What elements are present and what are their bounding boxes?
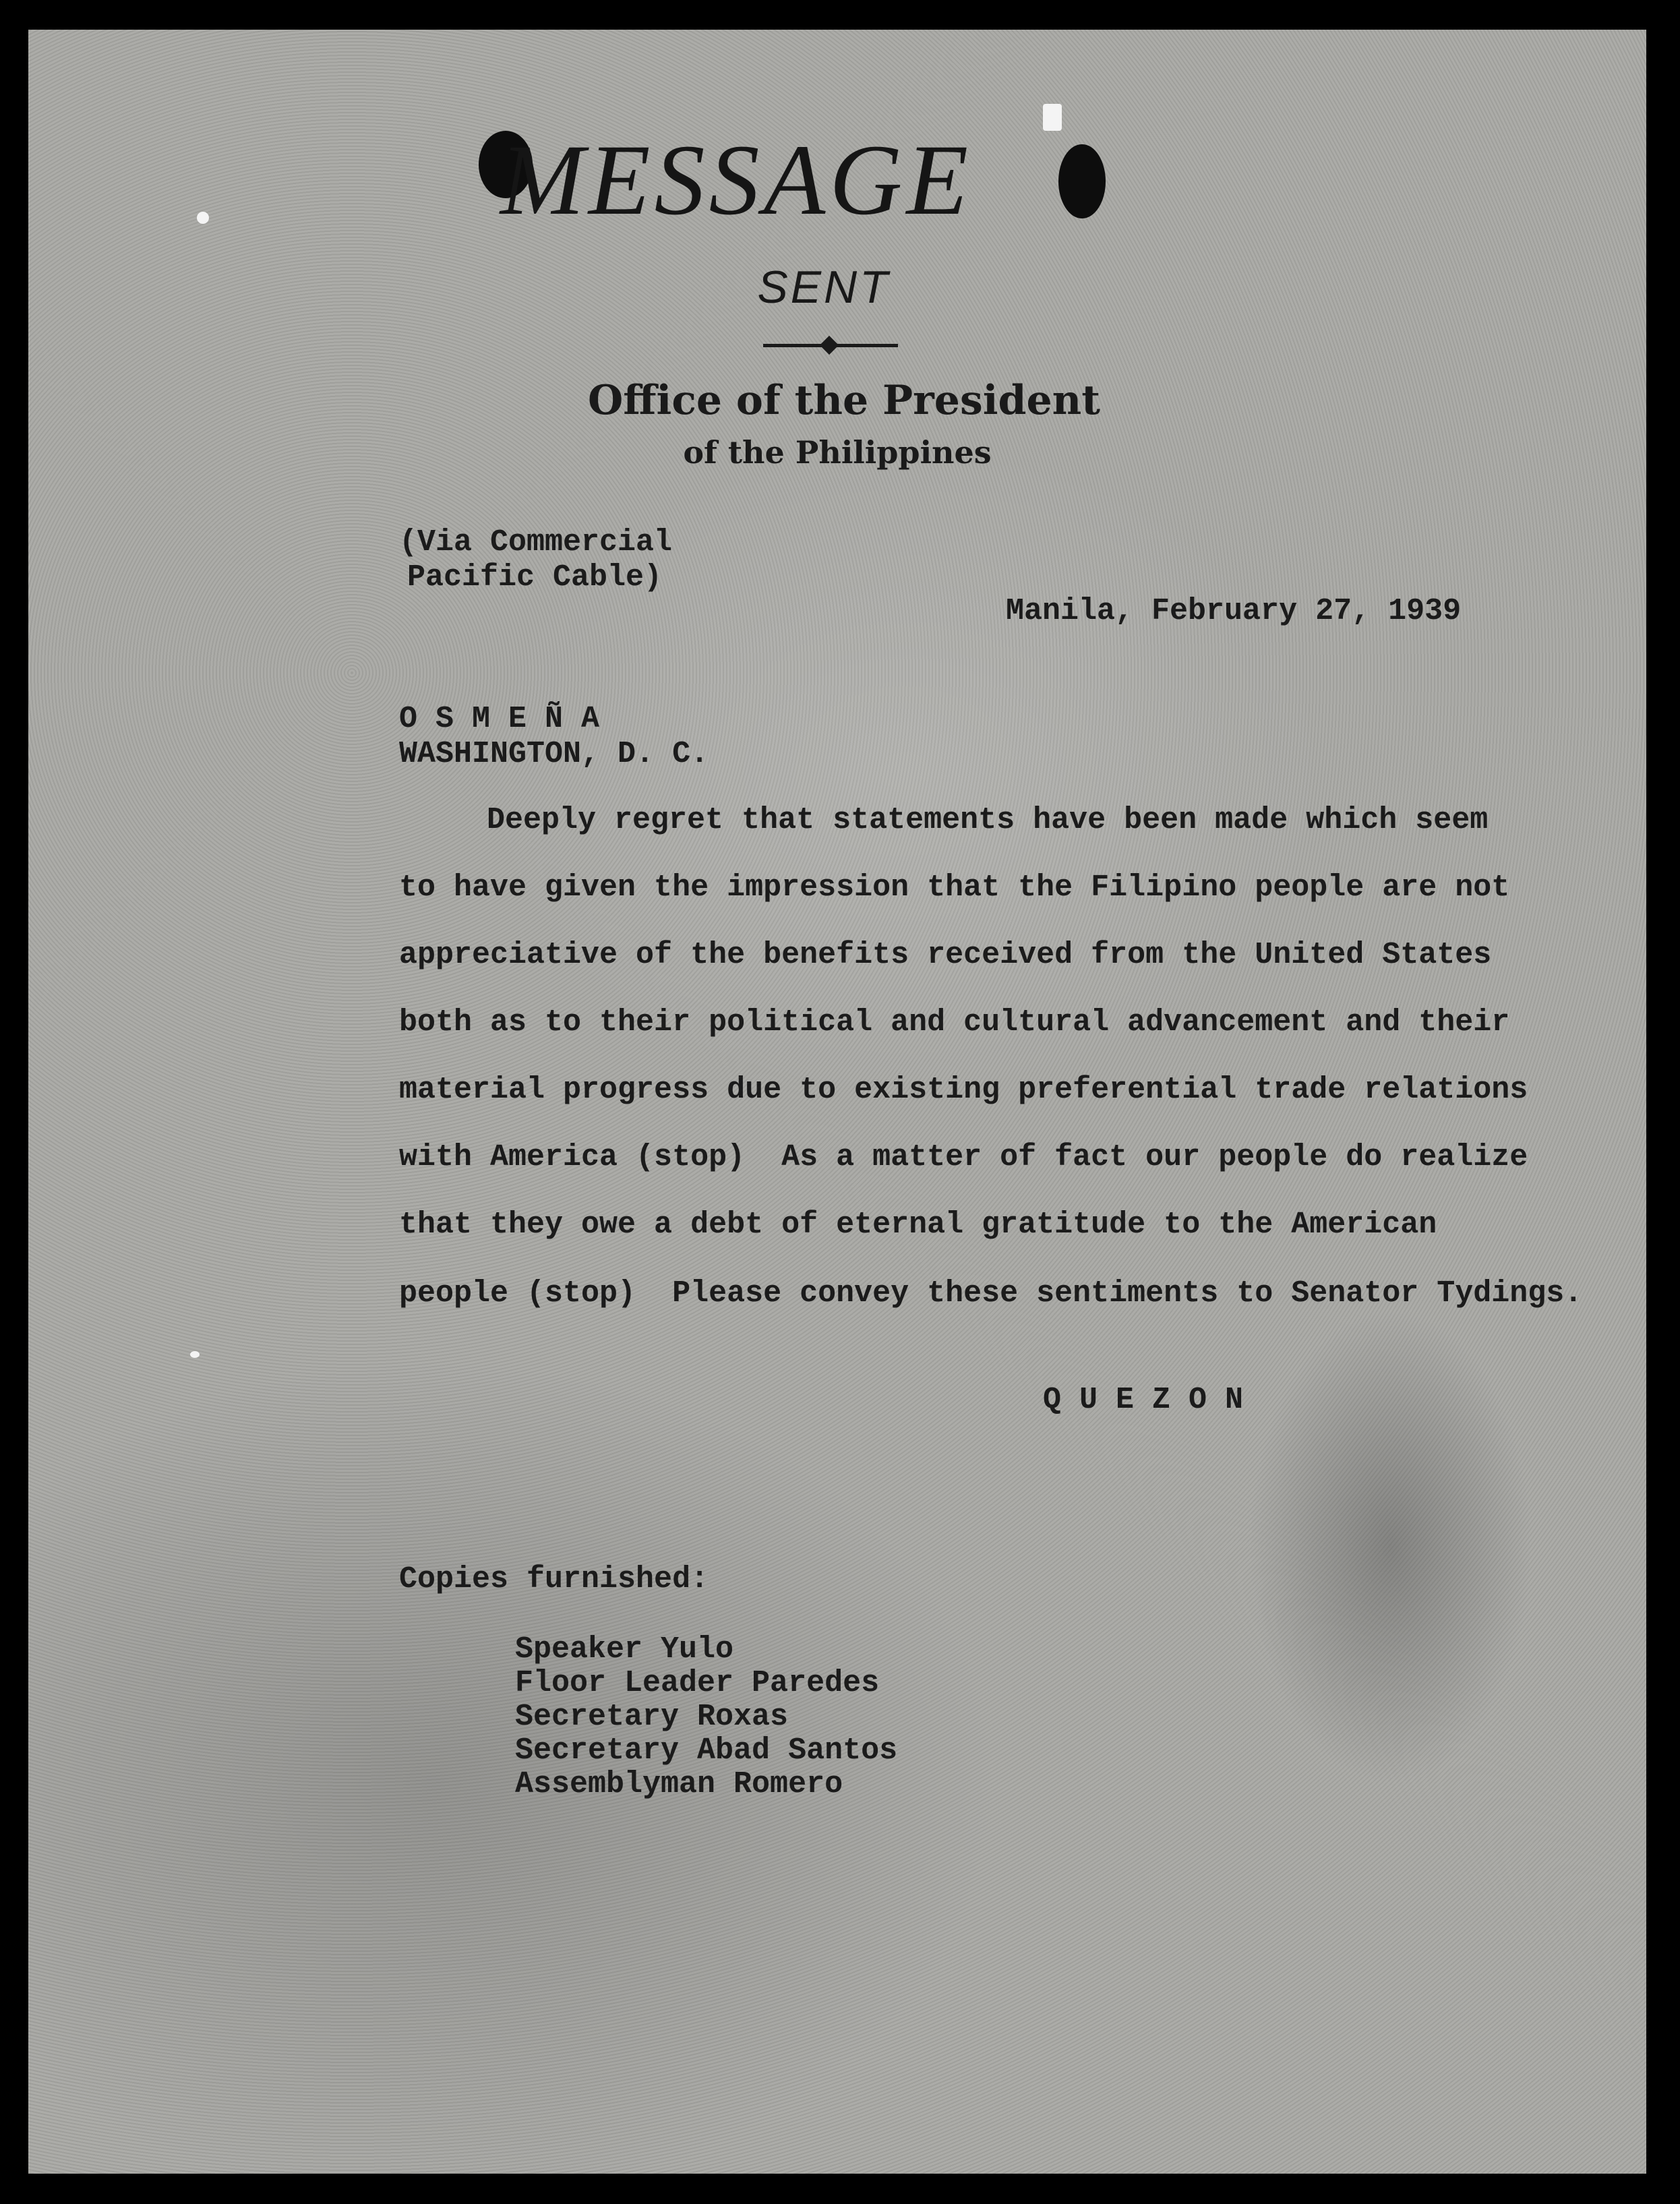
document-page <box>28 30 1646 2174</box>
body-line: Deeply regret that statements have been made which seem <box>487 803 1489 837</box>
letterhead-subtitle: SENT <box>757 262 891 313</box>
routing-line-2: Pacific Cable) <box>407 560 663 595</box>
paper-speck <box>190 1351 200 1358</box>
body-line: people (stop) Please convey these sentiments to Senator Tydings. <box>399 1276 1583 1311</box>
body-line: with America (stop) As a matter of fact our people do realize <box>399 1140 1528 1174</box>
copies-recipient: Secretary Abad Santos <box>515 1733 898 1768</box>
letterhead-rule-ornament <box>820 336 839 355</box>
routing-line-1: (Via Commercial <box>399 525 673 560</box>
copies-recipient: Assemblyman Romero <box>515 1767 843 1801</box>
body-line: both as to their political and cultural advancement and their <box>399 1005 1510 1040</box>
addressee-location: WASHINGTON, D. C. <box>399 737 709 771</box>
body-line: appreciative of the benefits received from the United States <box>399 938 1492 972</box>
dateline: Manila, February 27, 1939 <box>1006 594 1462 628</box>
copies-recipient: Floor Leader Paredes <box>515 1666 880 1700</box>
paper-tear-mark <box>1043 104 1062 131</box>
signature: Q U E Z O N <box>1043 1383 1244 1417</box>
letterhead-title: MESSAGE <box>500 124 973 236</box>
body-line: that they owe a debt of eternal gratitude to the American <box>399 1208 1437 1242</box>
body-line: to have given the impression that the Filipino people are not <box>399 870 1510 905</box>
letterhead-office: Office of the President <box>588 377 1100 424</box>
addressee-name: O S M E Ñ A <box>399 702 600 736</box>
copies-recipient: Speaker Yulo <box>515 1632 734 1667</box>
copies-heading: Copies furnished: <box>399 1562 709 1597</box>
body-line: material progress due to existing preferential trade relations <box>399 1073 1528 1107</box>
paper-speck <box>197 212 209 224</box>
copies-recipient: Secretary Roxas <box>515 1700 789 1734</box>
letterhead-office-sub: of the Philippines <box>683 434 992 471</box>
